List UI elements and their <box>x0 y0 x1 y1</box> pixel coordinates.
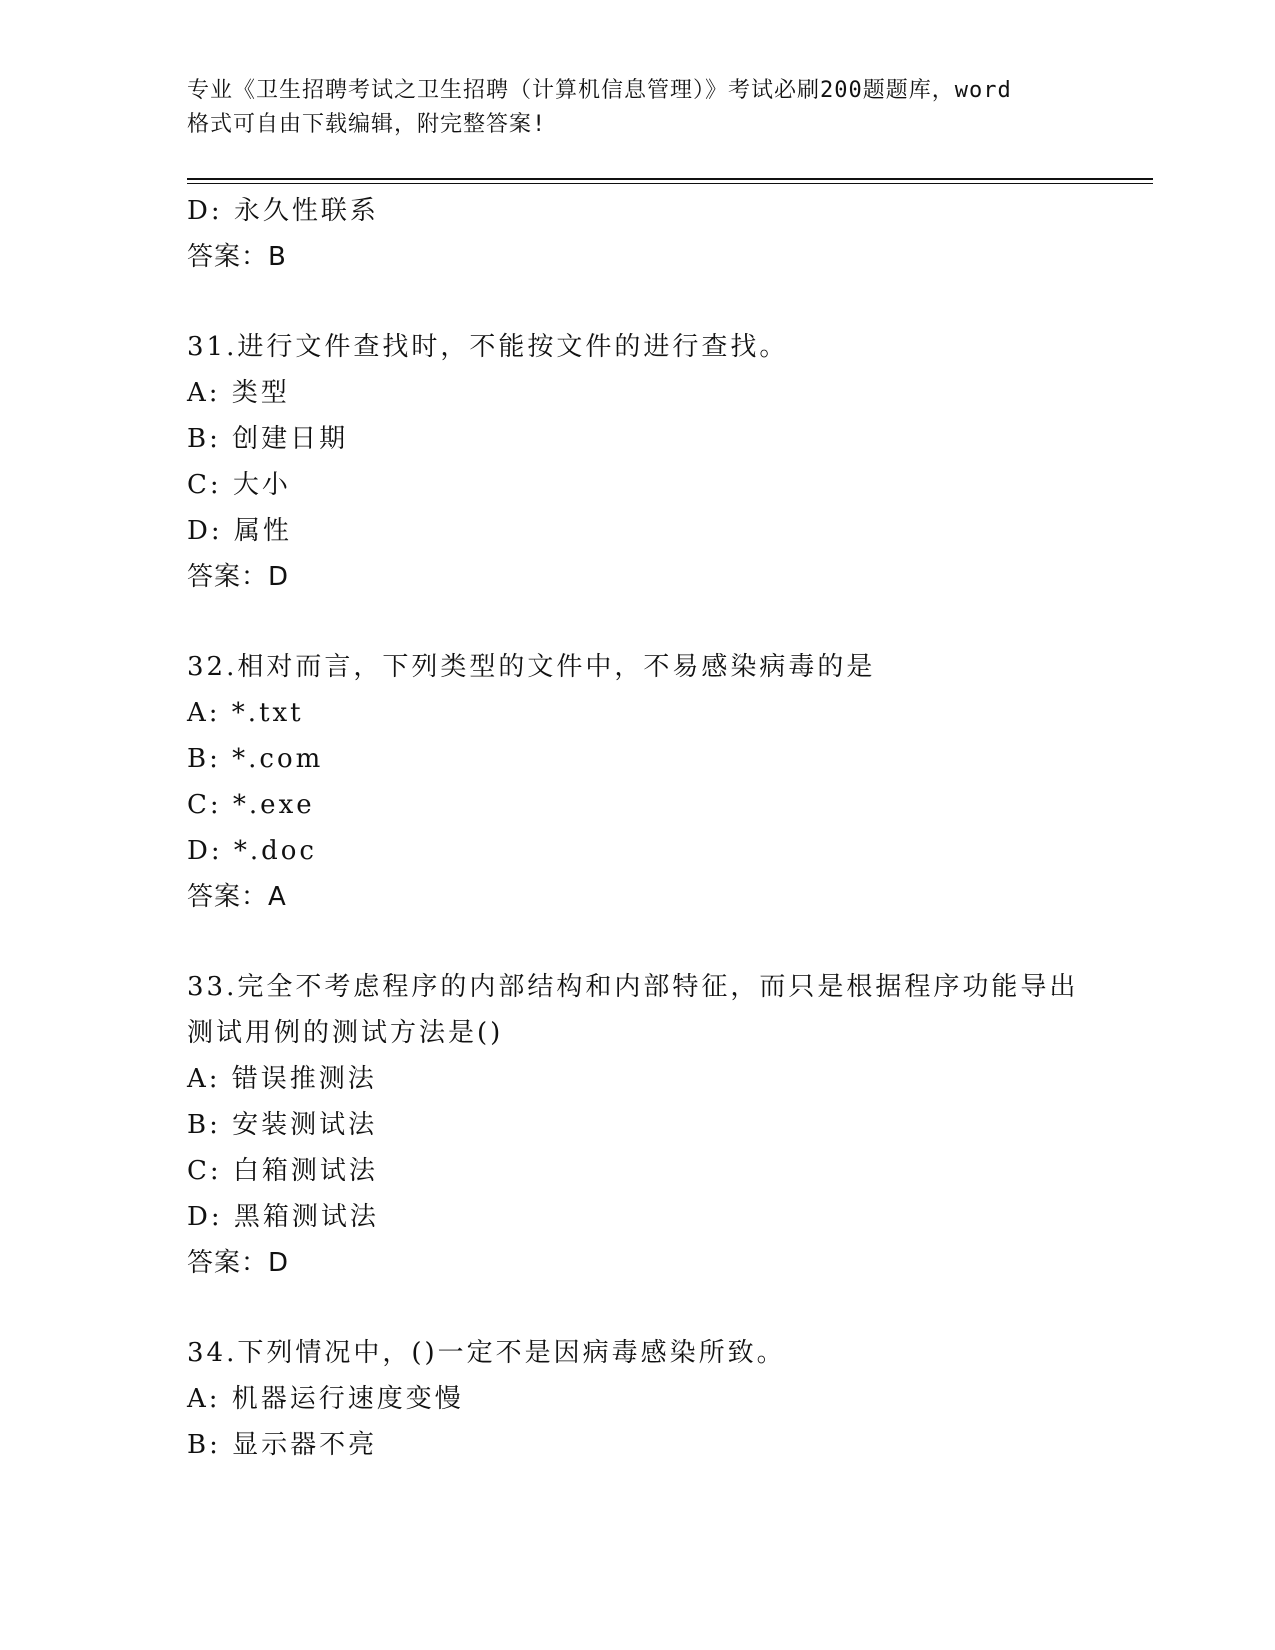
spacer <box>187 920 1087 964</box>
option-b: B: 安装测试法 <box>187 1110 378 1140</box>
document-header <box>187 74 1087 142</box>
question-32 <box>187 644 1087 920</box>
option-d: D: 属性 <box>187 516 292 546</box>
answer-label: 答案：B <box>187 242 287 272</box>
answer-label: 答案：D <box>187 1248 290 1278</box>
option-d: D: *.doc <box>187 836 317 866</box>
spacer <box>187 280 1087 324</box>
question-34 <box>187 1330 1087 1468</box>
answer-label: 答案：D <box>187 562 290 592</box>
spacer <box>187 600 1087 644</box>
header-divider-thick <box>187 178 1153 180</box>
question-33 <box>187 964 1087 1286</box>
spacer <box>187 1286 1087 1330</box>
option-d: D: 黑箱测试法 <box>187 1202 379 1232</box>
option-c: C: 白箱测试法 <box>187 1156 378 1186</box>
question-stem: 34.下列情况中，()一定不是因病毒感染所致。 <box>187 1338 786 1368</box>
question-list <box>187 188 1087 1468</box>
option-a: A: 机器运行速度变慢 <box>187 1384 464 1414</box>
question-31 <box>187 324 1087 600</box>
question-stem-line-1: 33.完全不考虑程序的内部结构和内部特征，而只是根据程序功能导出 <box>187 972 1079 1002</box>
option-a: A: 错误推测法 <box>187 1064 377 1094</box>
option-c: C: *.exe <box>187 790 315 820</box>
option-b: B: 创建日期 <box>187 424 349 454</box>
header-divider-thin <box>187 183 1153 184</box>
option-b: B: 显示器不亮 <box>187 1430 378 1460</box>
header-title-line-2: 格式可自由下载编辑，附完整答案! <box>187 112 547 137</box>
option-a: A: 类型 <box>187 378 290 408</box>
question-30-tail <box>187 188 1087 280</box>
question-stem: 31.进行文件查找时，不能按文件的进行查找。 <box>187 332 789 362</box>
question-stem-line-2: 测试用例的测试方法是() <box>187 1018 504 1048</box>
option-b: B: *.com <box>187 744 324 774</box>
option-c: C: 大小 <box>187 470 291 500</box>
answer-label: 答案：A <box>187 882 287 912</box>
option-a: A: *.txt <box>187 698 304 728</box>
question-stem: 32.相对而言，下列类型的文件中，不易感染病毒的是 <box>187 652 876 682</box>
header-title-line-1: 专业《卫生招聘考试之卫生招聘（计算机信息管理）》考试必刷200题题库，word <box>187 78 1012 103</box>
option-d: D: 永久性联系 <box>187 196 379 226</box>
